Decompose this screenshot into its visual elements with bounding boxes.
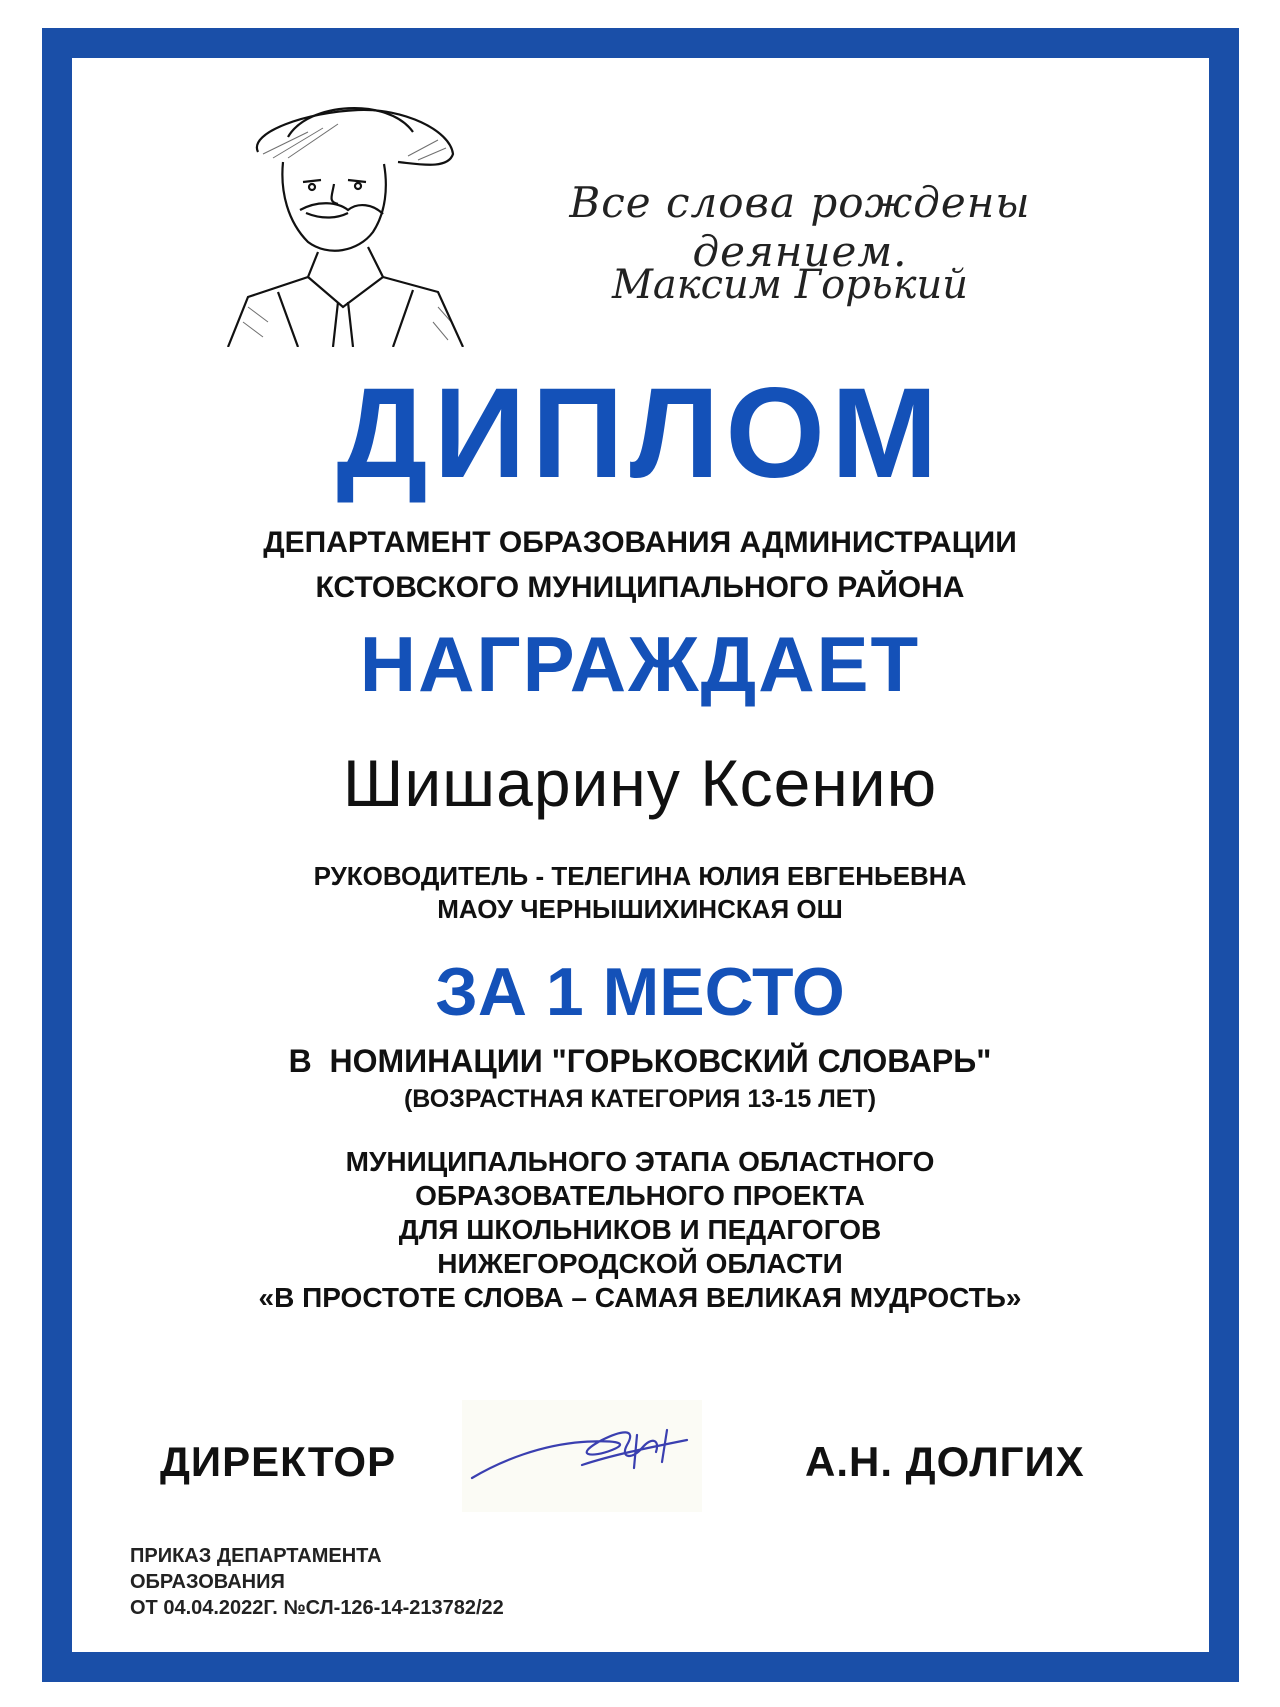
epigraph-author: Максим Горький	[611, 262, 969, 308]
diploma-title: ДИПЛОМ	[336, 362, 944, 505]
recipient-name: Шишарину Ксению	[342, 746, 938, 820]
project-line-5: «В ПРОСТОТЕ СЛОВА – САМАЯ ВЕЛИКАЯ МУДРОСТЬ»	[258, 1282, 1022, 1313]
signer-position: ДИРЕКТОР	[160, 1438, 397, 1485]
order-line-1: ПРИКАЗ ДЕПАРТАМЕНТА	[130, 1545, 382, 1567]
gorky-portrait-icon	[188, 92, 498, 347]
project-block	[0, 1145, 1280, 1315]
nomination-line: В НОМИНАЦИИ "ГОРЬКОВСКИЙ СЛОВАРЬ"	[288, 1043, 992, 1079]
order-reference	[130, 1543, 504, 1621]
signer-name: А.Н. ДОЛГИХ	[805, 1438, 1085, 1485]
leader-line-1: РУКОВОДИТЕЛЬ - ТЕЛЕГИНА ЮЛИЯ ЕВГЕНЬЕВНА	[313, 861, 967, 891]
project-line-4: НИЖЕГОРОДСКОЙ ОБЛАСТИ	[437, 1248, 843, 1279]
project-line-2: ОБРАЗОВАТЕЛЬНОГО ПРОЕКТА	[415, 1180, 865, 1211]
leader-line-2: МАОУ ЧЕРНЫШИХИНСКАЯ ОШ	[437, 894, 843, 924]
issuer-line-2: КСТОВСКОГО МУНИЦИПАЛЬНОГО РАЙОНА	[315, 571, 965, 604]
epigraph-quote: Все слова рождены деянием.	[569, 178, 1031, 276]
handwritten-signature-icon	[462, 1400, 702, 1512]
project-line-1: МУНИЦИПАЛЬНОГО ЭТАПА ОБЛАСТНОГО	[345, 1146, 935, 1177]
place-heading: ЗА 1 МЕСТО	[435, 954, 845, 1030]
age-category-line: (ВОЗРАСТНАЯ КАТЕГОРИЯ 13-15 ЛЕТ)	[403, 1085, 877, 1113]
order-line-3: ОТ 04.04.2022Г. №СЛ-126-14-213782/22	[130, 1597, 504, 1619]
award-verb: НАГРАЖДАЕТ	[359, 620, 921, 708]
issuer-block	[0, 520, 1280, 610]
issuer-line-1: ДЕПАРТАМЕНТ ОБРАЗОВАНИЯ АДМИНИСТРАЦИИ	[263, 526, 1017, 559]
order-line-2: ОБРАЗОВАНИЯ	[130, 1571, 285, 1593]
project-line-3: ДЛЯ ШКОЛЬНИКОВ И ПЕДАГОГОВ	[398, 1214, 882, 1245]
leader-block	[0, 860, 1280, 926]
